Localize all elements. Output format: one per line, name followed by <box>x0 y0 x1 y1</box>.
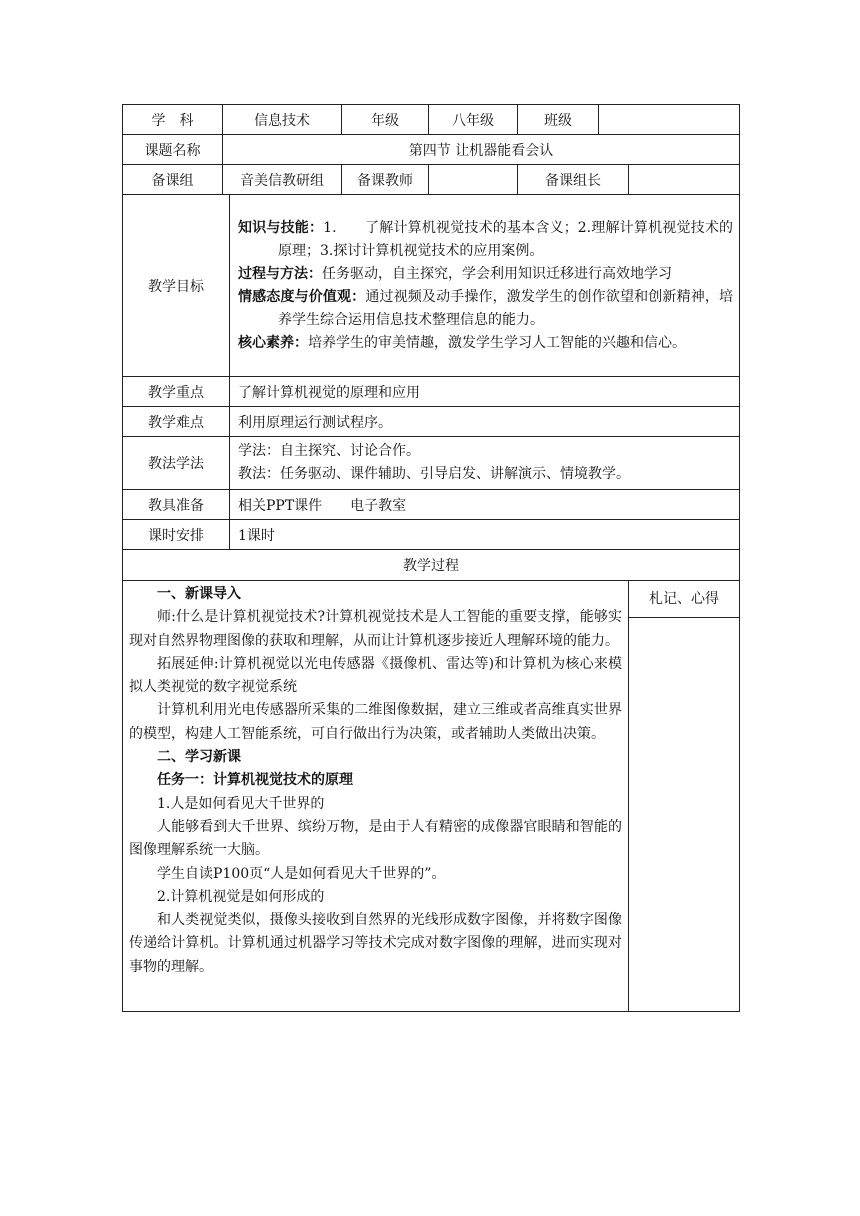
paragraph: 和人类视觉类似，摄像头接收到自然界的光线形成数字图像，并将数字图像传递给计算机。计算机通过机器学习等技术完成对数字图像的理解，进而实现对事物的理解。 <box>129 912 622 975</box>
notes-column <box>629 581 740 1012</box>
key-point-label: 教学重点 <box>123 377 230 407</box>
grade-label: 年级 <box>342 105 429 135</box>
process-row <box>123 581 740 1012</box>
objective-text: 培养学生的审美情趣，激发学生学习人工智能的兴趣和信心。 <box>308 334 686 351</box>
objective-item <box>238 286 733 332</box>
objective-heading: 情感态度与价值观： <box>238 288 366 305</box>
group-label: 备课组 <box>123 165 223 195</box>
methods-row <box>123 437 740 490</box>
subject-value: 信息技术 <box>223 105 342 135</box>
schedule-value: 1课时 <box>230 520 740 550</box>
objective-item <box>238 263 733 286</box>
section-heading: 二、学习新课 <box>157 749 241 766</box>
lesson-plan-table <box>122 104 740 1012</box>
paragraph: 拓展延伸:计算机视觉以光电传感器《摄像机、雷达等)和计算机为核心来模拟人类视觉的数字视觉系统 <box>129 655 622 696</box>
tools-value: 相关PPT课件 电子教室 <box>230 490 740 520</box>
class-label: 班级 <box>518 105 599 135</box>
learning-method: 学法：自主探究、讨论合作。 <box>238 443 420 459</box>
difficulty-value: 利用原理运行测试程序。 <box>230 407 740 437</box>
process-content <box>123 581 629 1012</box>
teacher-label: 备课教师 <box>342 165 429 195</box>
difficulty-label: 教学难点 <box>123 407 230 437</box>
leader-label: 备课组长 <box>518 165 629 195</box>
paragraph: 人能够看到大千世界、缤纷万物，是由于人有精密的成像器官眼睛和智能的图像理解系统一大脑。 <box>129 818 622 859</box>
tools-label: 教具准备 <box>123 490 230 520</box>
notes-label: 札记、心得 <box>629 581 739 618</box>
process-paragraphs <box>129 583 622 979</box>
paragraph: 1.人是如何看见大千世界的 <box>157 795 325 812</box>
difficulty-row <box>123 407 740 437</box>
paragraph: 计算机利用光电传感器所采集的二维图像数据，建立三维或者高维真实世界的模型，构建人工智能系统，可自行做出行为决策，或者辅助人类做出决策。 <box>129 702 622 742</box>
leader-value <box>629 165 740 195</box>
subject-label: 学 科 <box>123 105 223 135</box>
paragraph: 2.计算机视觉是如何形成的 <box>157 888 325 905</box>
paragraph: 学生自读P100页“人是如何看见大千世界的”。 <box>157 865 446 882</box>
header-row-subject <box>123 105 740 135</box>
objectives-content <box>230 195 740 377</box>
objective-text: 1. 了解计算机视觉技术的基本含义；2.理解计算机视觉技术的原理；3.探讨计算机视觉技术的应用案例。 <box>278 219 734 259</box>
key-point-value: 了解计算机视觉的原理和应用 <box>230 377 740 407</box>
section-heading: 任务一：计算机视觉技术的原理 <box>157 772 353 789</box>
objectives-row <box>123 195 740 377</box>
objective-heading: 过程与方法： <box>238 265 322 282</box>
tools-row <box>123 490 740 520</box>
grade-value: 八年级 <box>429 105 518 135</box>
objective-text: 通过视频及动手操作，激发学生的创作欲望和创新精神，培养学生综合运用信息技术整理信息的能力。 <box>278 288 734 328</box>
methods-content <box>230 437 740 490</box>
schedule-label: 课时安排 <box>123 520 230 550</box>
header-row-topic <box>123 135 740 165</box>
section-heading: 一、新课导入 <box>157 586 241 602</box>
topic-label: 课题名称 <box>123 135 223 165</box>
methods-label: 教法学法 <box>123 437 230 490</box>
teacher-value <box>429 165 518 195</box>
process-label: 教学过程 <box>123 550 740 581</box>
process-header-row <box>123 550 740 581</box>
key-point-row <box>123 377 740 407</box>
group-value: 音美信教研组 <box>223 165 342 195</box>
objective-heading: 核心素养： <box>238 334 308 351</box>
teaching-method: 教法：任务驱动、课件辅助、引导启发、讲解演示、情境教学。 <box>238 466 630 482</box>
objective-item <box>238 332 733 355</box>
topic-value: 第四节 让机器能看会认 <box>223 135 740 165</box>
header-row-group <box>123 165 740 195</box>
objectives-label: 教学目标 <box>123 195 230 377</box>
objective-heading: 知识与技能： <box>238 219 324 236</box>
objective-text: 任务驱动，自主探究，学会利用知识迁移进行高效地学习 <box>322 265 672 282</box>
schedule-row <box>123 520 740 550</box>
class-value <box>599 105 740 135</box>
objective-item <box>238 217 733 263</box>
paragraph: 师:什么是计算机视觉技术?计算机视觉技术是人工智能的重要支撑，能够实现对自然界物理图像的获取和理解，从而让计算机逐步接近人理解环境的能力。 <box>129 609 622 649</box>
